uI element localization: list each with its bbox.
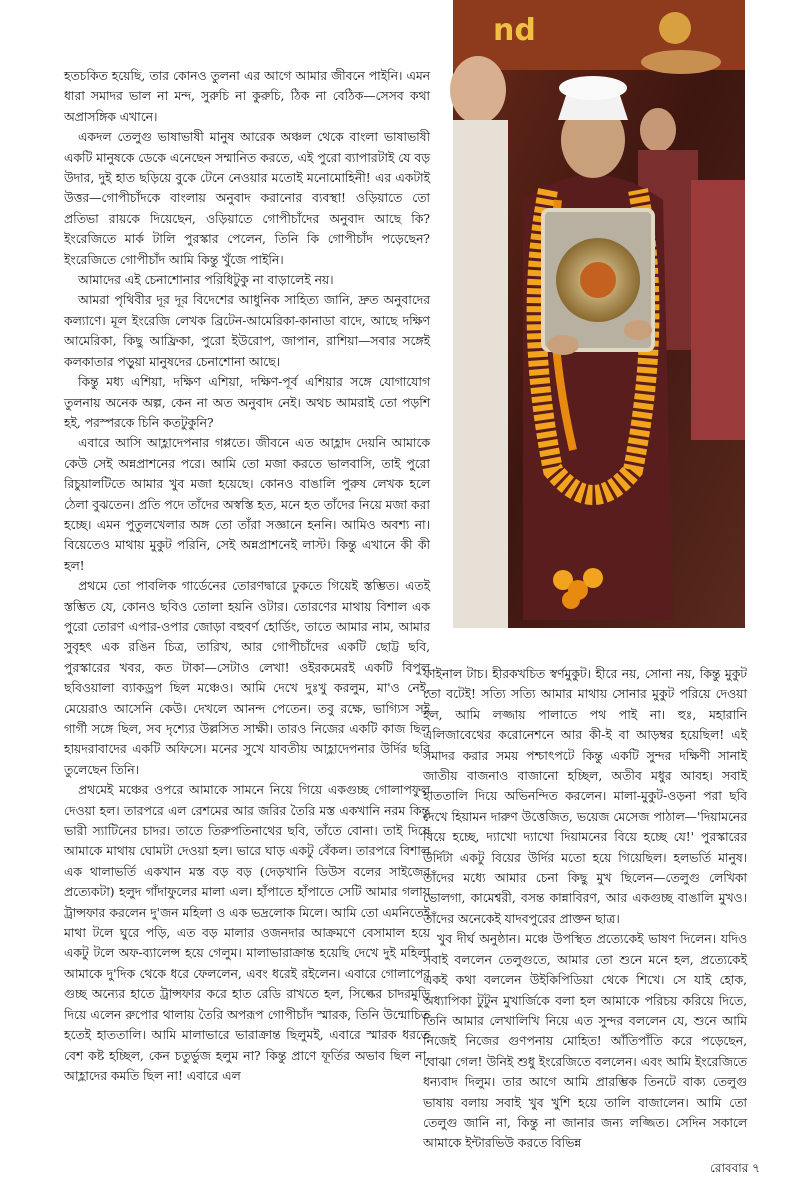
page-footer: রোববার ৭ (709, 1161, 760, 1175)
paragraph: খুব দীর্ঘ অনুষ্ঠান। মঞ্চে উপস্থিত প্রত্যেকেই ভাষণ দিলেন। যদিও সবাই বললেন তেলুগুতে, আমার তো শুনে মনে হল, প্রত্যেকেই একই কথা বললেন উইকিপিডিয়া থেকে শিখে। সে যাই হোক, অধ্যাপিকা টুটুন মুখার্জিকে বলা হল আমাকে পরিচয় করিয়ে দিতে, তিনি আমার লেখালিখি নিয়ে এত সুন্দর বললেন যে, শুনে আমি নিজেই নিজের গুণপনায় মোহিত! আঁতিপাঁতি করে পড়েছেন, বোঝা গেল! উনিই শুধু ইংরেজিতে বললেন। এবং আমি ইংরেজিতে ধন্যবাদ দিলুম। তার আগে আমি প্রারম্ভিক তিনটে বাক্য তেলুগু ভাষায় বলায় সবাই খুব খুশি হয়ে তালি বাজালেন। আমি তো তেলুগু জানি না, কিন্তু না জানার জন্য লজ্জিত। সেদিন সকালে আমাকে ইন্টারভিউ করতে বিভিন্ন (423, 932, 747, 1151)
photo-illustration (453, 0, 745, 628)
paragraph: কিন্তু মধ্য এশিয়া, দক্ষিণ এশিয়া, দক্ষিণ-পূর্ব এশিয়ার সঙ্গে যোগাযোগ তুলনায় অনেক অল্প, কেন না অত অনুবাদ নেই। অথচ আমরাই তো পড়শি হই, পরস্পরকে চিনি কতটুকুনি? (64, 375, 430, 430)
paragraph: আমরা পৃথিবীর দূর দূর বিদেশের আধুনিক সাহিত্য জানি, দ্রুত অনুবাদের কল্যাণে। মূল ইংরেজি লেখক ব্রিটেন-আমেরিকা-কানাডা বাদে, আছে দক্ষিণ আমেরিকা, কিছু আফ্রিকা, পুরো ইউরোপ, জাপান, রাশিয়া—সবার সঙ্গেই কলকাতার পড়ুয়া মানুষদের চেনাশোনা আছে। (64, 293, 430, 369)
article-right-column (423, 664, 747, 1151)
paragraph: আমাদের এই চেনাশোনার পরিধিটুকু না বাড়ালেই নয়। (78, 273, 334, 288)
paragraph: প্রথমে তো পাবলিক গার্ডেনের তোরণদ্বারে ঢুকতে গিয়েই স্তম্ভিত। এতই স্তম্ভিত যে, কোনও ছবিও তোলা হয়নি ওটার। তোরণের মাথায় বিশাল এক পুরো তোরণ এপার-ওপার জোড়া বহুবর্ণ হোর্ডিং, তাতে আমার নাম, আমার সুবৃহৎ এক রঙিন চিত্র, তারিখ, আর গোপীচাঁদের একটি ছোট্ট ছবি, পুরস্কারের খবর, কত টাকা—সেটাও লেখা! ওইরকমেরই একটি বিপুল ছবিওয়ালা ব্যাকড্রপ ছিল মঞ্চেও। আমি দেখে দুঃখু করলুম, মা'ও নেই, মেয়েরাও আসেনি কেউ। দেখলে আনন্দ পেতেন। তবু রক্ষে, ভাগ্যিস সই গার্গী সঙ্গে ছিল, সব দৃশ্যের উল্লসিত সাক্ষী। তারও নিজের একটি কাজ ছিল হায়দরাবাদের একটি অফিসে। মনের সুখে যাবতীয় আহ্লাদেপনার উর্দির ছবি তুলেছেন তিনি। (64, 579, 430, 777)
paragraph: এবারে আসি আহ্লাদেপনার গপ্পতে। জীবনে এত আহ্লাদ দেয়নি আমাকে কেউ সেই অন্নপ্রাশনের পরে। আমি তো মজা করতে ভালবাসি, তাই পুরো রিচুয়ালটিতে আমার খুব মজা হয়েছে। কোনও বাঙালি পুরুষ লেখক হলে ঠেলা বুঝতেন। প্রতি পদে তাঁদের অস্বস্তি হত, মনে হত তাঁদের নিয়ে মজা করা হচ্ছে। এমন পুতুলখেলার অঙ্গ তো তাঁরা সজ্ঞানে হননি। আমিও অবশ্য না। বিয়েতেও মাথায় মুকুট পরিনি, সেই অন্নপ্রাশনেই লাস্ট। কিন্তু এখানে কী কী হল! (64, 436, 430, 573)
paragraph: হতচকিত হয়েছি, তার কোনও তুলনা এর আগে আমার জীবনে পাইনি। এমন ধারা সমাদর ভাল না মন্দ, সুরুচি না কুরুচি, ঠিক না বেঠিক—সেসব কথা অপ্রাসঙ্গিক এখানে। (64, 69, 430, 124)
paragraph: প্রথমেই মঞ্চের ওপরে আমাকে সামনে নিয়ে গিয়ে একগুচ্ছ গোলাপফুল দেওয়া হল। তারপরে এল রেশমের আর জরির তৈরি মস্ত একখানি নরম কিন্তু ভারী স্যাটিনের চাদর। তাতে তিরুপতিনাথের ছবি, তাঁতে বোনা। তাই দিয়ে আমাকে মাথায় ঘোমটা দেওয়া হল। ভারে ঘাড় একটু বেঁকল। তারপরে বিশাল এক থালাভর্তি একখান মস্ত বড় বড় (দেড়খানি ডিউস বলের সাইজের প্রত্যেকটা) হলুদ গাঁদাফুলের মালা এল। হাঁপাতে হাঁপাতে সেটি আমার গলায় ট্রান্সফার করলেন দু'জন মহিলা ও এক ভদ্রলোক মিলে। আমি তো এমনিতেই মাথা টলে ঘুরে পড়ি, এত বড় মালার ওজনদার আক্রমণে বেসামাল হয়ে একটু টলে অফ-ব্যালেন্স হয়ে গেলুম। মালাভারাক্রান্ত হয়েছি দেখে দুই মহিলা আমাকে দু'দিক থেকে ধরে ফেললেন, এবং ধরেই রইলেন। এবারে গোলাপের গুচ্ছ অন্যের হাতে ট্রান্সফার করে হাত রেডি রাখতে হল, সিল্কের চাদরমুড়ি দিয়ে এলেন রুপোর থালায় তৈরি অপরূপ গোপীচাঁদ স্মারক, তিনি উন্মোচিত হতেই হাততালি। আমি মালাভারে ভারাক্রান্ত ছিলুমই, এবারে স্মারক ধরতে বেশ কষ্ট হচ্ছিল, কেন চতুর্ভুজ হলুম না? কিন্তু প্রাণে ফূর্তির অভাব ছিল না, আহ্লাদের কমতি ছিল না! এবারে এল (64, 783, 430, 1083)
award-ceremony-photo (453, 0, 745, 628)
paragraph: ফাইনাল টাচ। হীরকখচিত স্বর্ণমুকুট। হীরে নয়, সোনা নয়, কিন্তু মুকুট তো বটেই! সত্যি সত্যি আমার মাথায় সোনার মুকুট পরিয়ে দেওয়া হল, আমি লজ্জায় পালাতে পথ পাই না। হুঃ, মহারানি এলিজাবেথের করোনেশনে আর কী-ই বা আড়ম্বর হয়েছিল! এই সমাদর করার সময় পশ্চাৎপটে কিন্তু একটি সুন্দর দক্ষিণী সানাই জাতীয় বাজনাও বাজানো হচ্ছিল, অতীব মধুর আবহ। সবাই হাততালি দিয়ে অভিনন্দিত করলেন। মালা-মুকুট-ওড়না পরা ছবি দেখে হিয়ামন দারুণ উত্তেজিত, ভয়েজ মেসেজ পাঠাল—'দিয়ামনের বিয়ে হচ্ছে, দ্যাখো দ্যাখো দিয়ামনের বিয়ে হচ্ছে যে!' পুরস্কারের উর্দিটা একটু বিয়ের উর্দির মতো হয়ে গিয়েছিল। হলভর্তি মানুষ। তাঁদের মধ্যে আমার চেনা কিছু মুখ ছিলেন—তেলুগু লেখিকা ভোলগা, কামেশ্বরী, বসন্ত কান্নাবিরণ, আর একগুচ্ছ বাঙালি মুখও। তাঁদের অনেকেই যাদবপুরের প্রাক্তন ছাত্র। (423, 667, 747, 926)
banner-text: nd (493, 13, 536, 48)
article-left-column (64, 66, 430, 1146)
paragraph: একদল তেলুগু ভাষাভাষী মানুষ আরেক অঞ্চল থেকে বাংলা ভাষাভাষী একটি মানুষকে ডেকে এনেছেন সম্মানিত করতে, এই পুরো ব্যাপারটাই যে বড় উদার, দুই হাত ছড়িয়ে বুকে টেনে নেওয়ার মতোই মনোমোহিনী! এর একটাই উত্তর—গোপীচাঁদকে বাংলায় অনুবাদ করানোর ব্যবস্থা! ওড়িয়াতে তো প্রতিভা রায়কে দিয়েছেন, ওড়িয়াতে গোপীচাঁদের অনুবাদ আছে কি? ইংরেজিতে মার্ক টালি পুরস্কার পেলেন, তিনি কি গোপীচাঁদ পড়েছেন? ইংরেজিতে গোপীচাঁদ আমি কিন্তু খুঁজে পাইনি। (64, 130, 430, 267)
